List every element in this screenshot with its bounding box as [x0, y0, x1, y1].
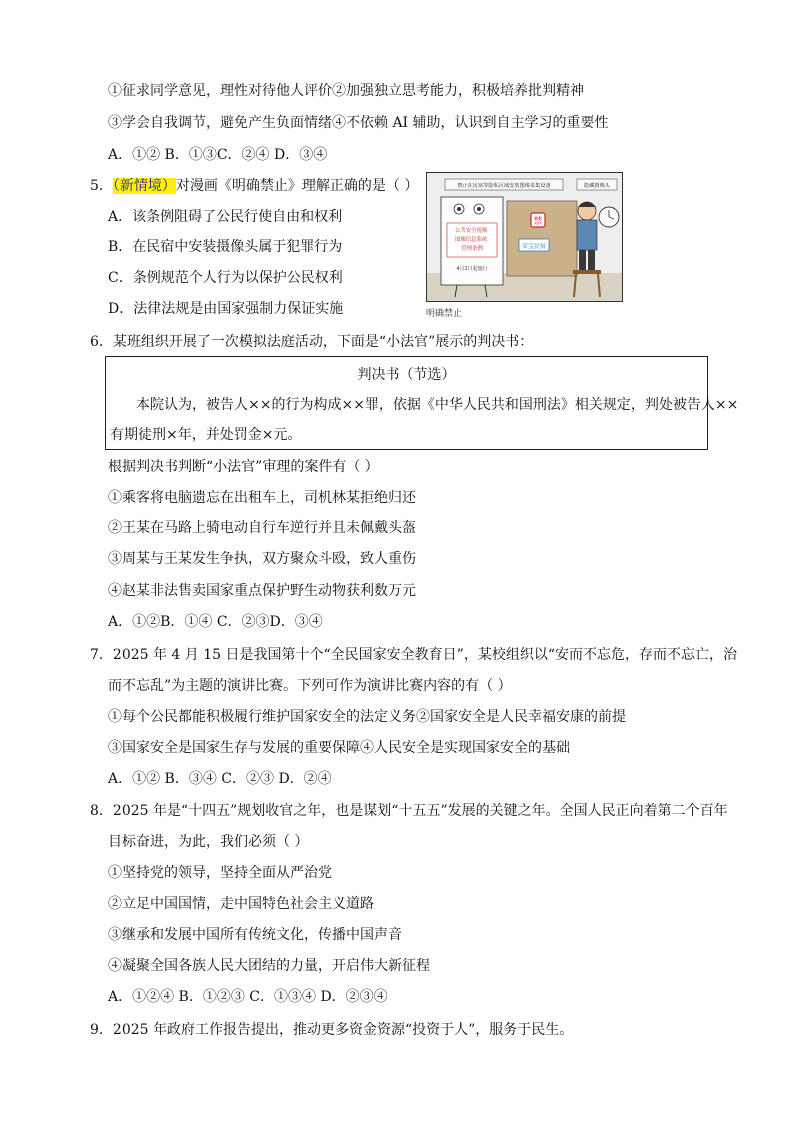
- q7-options: A．①② B．③④ C．②③ D．②④: [108, 771, 332, 787]
- q6-stem: 6．某班组织开展了一次模拟法庭活动，下面是“小法官”展示的判决书：: [90, 334, 534, 350]
- cartoon-document-date: 4月1日起施行: [456, 266, 488, 272]
- q5-question: 对漫画《明确禁止》理解正确的是（ ）: [175, 178, 419, 194]
- q5-number: 5．: [90, 178, 113, 194]
- q5-stem: [90, 176, 418, 196]
- q6-question: 根据判决书判断“小法官”审理的案件有（ ）: [108, 459, 379, 475]
- q6-item-2: ②王某在马路上骑电动自行车逆行并且未佩戴头盔: [108, 520, 416, 536]
- verdict-box: [105, 356, 739, 450]
- cartoon-illustration: [426, 172, 623, 302]
- verdict-line-1: 本院认为，被告人××的行为构成××罪，依据《中华人民共和国刑法》相关规定，判处被告人××: [136, 397, 739, 413]
- q6-options: A．①②B．①④ C．②③D．③④: [108, 614, 323, 630]
- cartoon-ban-sign: 禁: [533, 217, 543, 227]
- q7-stem-line-2: 而不忘乱”为主题的演讲比赛。下列可作为演讲比赛内容的有（ ）: [108, 678, 512, 694]
- q6-item-3: ③周某与王某发生争执，双方聚众斗殴，致人重伤: [108, 551, 416, 567]
- cartoon-caption: 明确禁止: [426, 309, 463, 319]
- q5-new-context-tag: （新情境）: [112, 178, 176, 194]
- q9-stem: 9．2025 年政府工作报告提出，推动更多资金资源“投资于人”，服务于民生。: [90, 1022, 574, 1038]
- q6-item-4: ④赵某非法售卖国家重点保护野生动物获利数万元: [108, 583, 416, 599]
- cartoon-banner-text: 禁止在民宿等隐私区域安装图像采集设备: [457, 183, 551, 189]
- verdict-line-2: 有期徒刑×年，并处罚金×元。: [110, 427, 302, 443]
- q6-item-1: ①乘客将电脑遗忘在出租车上，司机林某拒绝归还: [108, 490, 416, 506]
- q8-item-2: ②立足中国国情，走中国特色社会主义道路: [108, 896, 374, 912]
- q7-statement-line-2: ③国家安全是国家生存与发展的重要保障④人民安全是实现国家安全的基础: [108, 740, 570, 756]
- q7-statement-line-1: ①每个公民都能积极履行维护国家安全的法定义务②国家安全是人民幸福安康的前提: [108, 709, 626, 725]
- q8-stem-line-2: 目标奋进，为此，我们必须（ ）: [108, 834, 309, 850]
- q4-statement-line-1: ①征求同学意见，理性对待他人评价②加强独立思考能力，积极培养批判精神: [108, 83, 584, 99]
- q8-options: A．①②④ B．①②③ C．①③④ D．②③④: [108, 989, 388, 1005]
- q8-item-1: ①坚持党的领导，坚持全面从严治党: [108, 865, 332, 881]
- q5-option-a: A．该条例阻碍了公民行使自由和权利: [108, 209, 343, 225]
- verdict-title: 判决书（节选）: [357, 367, 456, 383]
- cartoon-document-title: 公共安全视频 图像信息系统 管理条例: [454, 228, 488, 252]
- q7-stem-line-1: 7．2025 年 4 月 15 日是我国第十个“全民国家安全教育日”，某校组织以“安而不忘危，存而不忘亡，治: [90, 647, 737, 663]
- q5-option-d: D．法律法规是由国家强制力保证实施: [108, 301, 344, 317]
- q5-option-c: C．条例规范个人行为以保护公民权利: [108, 270, 343, 286]
- q4-statement-line-2: ③学会自我调节，避免产生负面情绪④不依赖 AI 辅助，认识到自主学习的重要性: [108, 115, 609, 131]
- q8-item-4: ④凝聚全国各族人民大团结的力量，开启伟大新征程: [108, 958, 430, 974]
- q8-stem-line-1: 8．2025 年是“十四五”规划收官之年，也是谋划“十五五”发展的关键之年。全国人民正向着第二个百年: [90, 803, 728, 819]
- cartoon-badge-text: 隐藏摄像头: [584, 183, 610, 189]
- cartoon-shop-sign: 安宝民宿: [521, 243, 547, 250]
- q5-option-b: B．在民宿中安装摄像头属于犯罪行为: [108, 239, 343, 255]
- q8-item-3: ③继承和发展中国所有传统文化，传播中国声音: [108, 927, 402, 943]
- q4-options: A．①② B．①③C．②④ D．③④: [108, 147, 328, 163]
